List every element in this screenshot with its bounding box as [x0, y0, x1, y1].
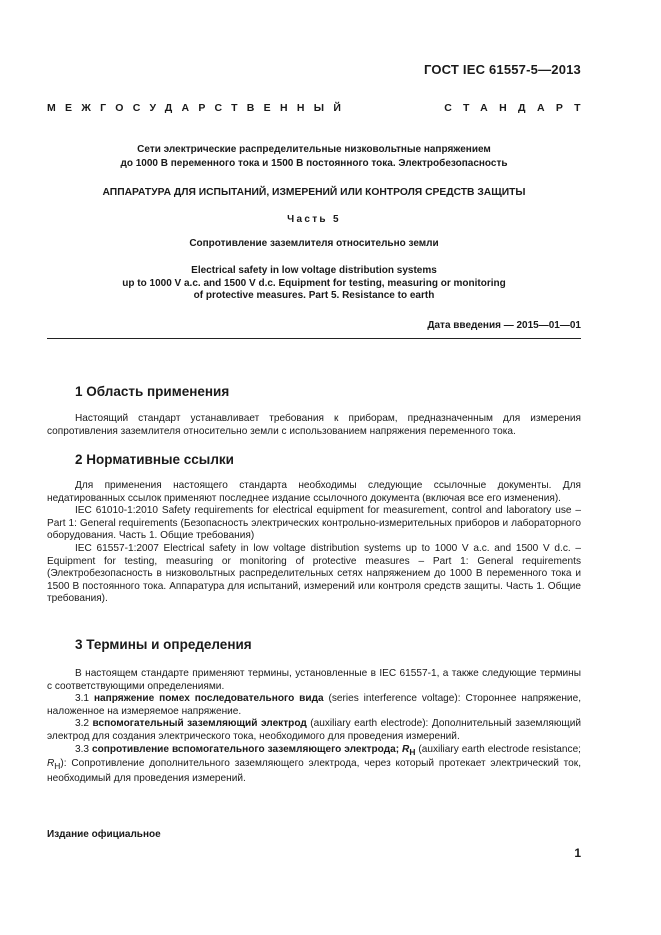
symbol-subscript: H [409, 746, 416, 757]
definition-number: 3.2 [75, 718, 93, 730]
definition-term: напряжение помех последовательного вида [93, 693, 324, 705]
definition-item [47, 744, 581, 786]
subtitle-russian: Сопротивление заземлителя относительно земли [189, 238, 439, 249]
reference-item: IEC 61010-1:2010 Safety requirements for electrical equipment for measurement, control and laboratory use – Part 1: General requirements (Безопасность электрических контрольно-измерительных приборов и лабораторного оборудования. Часть 1. Общие требования) [47, 505, 581, 542]
title-en-line: of protective measures. Part 5. Resistance to earth [193, 290, 435, 301]
interstate-label: МЕЖГОСУДАРСТВЕННЫЙ [47, 102, 351, 114]
definition-text: (series interference voltage): Стороннее напряжение, наложенное на измеряемое напряжение. [47, 693, 581, 717]
page-number: 1 [574, 846, 581, 860]
title-ru-line: до 1000 В переменного тока и 1500 В постоянного тока. Электробезопасность [120, 158, 508, 169]
paragraph: В настоящем стандарте применяют термины, установленные в IEC 61557-1, а также следующие термины с соответствующими определениями. [47, 668, 581, 692]
definition-term: сопротивление вспомогательного заземляющего электрода; [92, 743, 403, 755]
reference-item: IEC 61557-1:2007 Electrical safety in low voltage distribution systems up to 1000 V a.c. and 1500 V d.c. – Equipment for testing, measuring or monitoring of protective measures – Part 1: General requirements (Электробезопасность в низковольтных распределительных сетях напряжением до 1000 В переменного тока и 1500 В постоянного тока. Аппаратура для испытаний, измерений или контроля средств защиты. Часть 1. Общие требования). [47, 542, 581, 605]
symbol: R [402, 743, 410, 755]
title-english [47, 265, 581, 303]
title-ru-line: Сети электрические распределительные низковольтные напряжением [137, 144, 491, 155]
symbol-subscript: H [54, 761, 61, 772]
title-russian [47, 143, 581, 171]
standard-code: ГОСТ IEC 61557-5—2013 [423, 62, 581, 77]
definition-text: (auxiliary earth electrode resistance; [415, 743, 581, 755]
section-heading-scope: 1 Область применения [75, 384, 230, 399]
definition-item [47, 718, 581, 743]
title-en-line: Electrical safety in low voltage distribution systems [191, 265, 437, 276]
definition-text: ): Сопротивление дополнительного заземляющего электрода, через который протекает электрический ток, необходимый для проведения измерений. [47, 758, 581, 784]
section-body-terms [47, 668, 581, 785]
interstate-standard-banner [47, 102, 592, 114]
standard-label: СТАНДАРТ [444, 102, 592, 114]
title-main: АППАРАТУРА ДЛЯ ИСПЫТАНИЙ, ИЗМЕРЕНИЙ ИЛИ КОНТРОЛЯ СРЕДСТВ ЗАЩИТЫ [102, 187, 526, 198]
definition-item [47, 693, 581, 718]
official-edition-label: Издание официальное [47, 829, 161, 840]
section-body-scope [47, 413, 581, 438]
title-en-line: up to 1000 V a.c. and 1500 V d.c. Equipment for testing, measuring or monitoring [122, 277, 506, 289]
definition-number: 3.3 [75, 743, 92, 755]
divider [47, 338, 581, 339]
definition-text: (auxiliary earth electrode): Дополнительный заземляющий электрод для создания электрического тока, необходимого для проведения измерений. [47, 718, 581, 742]
introduction-date: Дата введения — 2015—01—01 [427, 320, 581, 331]
section-heading-references: 2 Нормативные ссылки [75, 452, 234, 467]
definition-number: 3.1 [75, 693, 94, 705]
paragraph: Для применения настоящего стандарта необходимы следующие ссылочные документы. Для недатированных ссылок применяют последнее издание ссылочного документа (включая все его изменения). [47, 480, 581, 504]
definition-term: вспомогательный заземляющий электрод [92, 718, 307, 730]
paragraph: Настоящий стандарт устанавливает требования к приборам, предназначенным для измерения сопротивления заземлителя относительно земли с использованием напряжения переменного тока. [47, 413, 581, 437]
part-label: Часть 5 [287, 214, 341, 225]
symbol: R [47, 758, 55, 770]
section-body-references [47, 480, 581, 606]
section-heading-terms: 3 Термины и определения [75, 637, 252, 652]
